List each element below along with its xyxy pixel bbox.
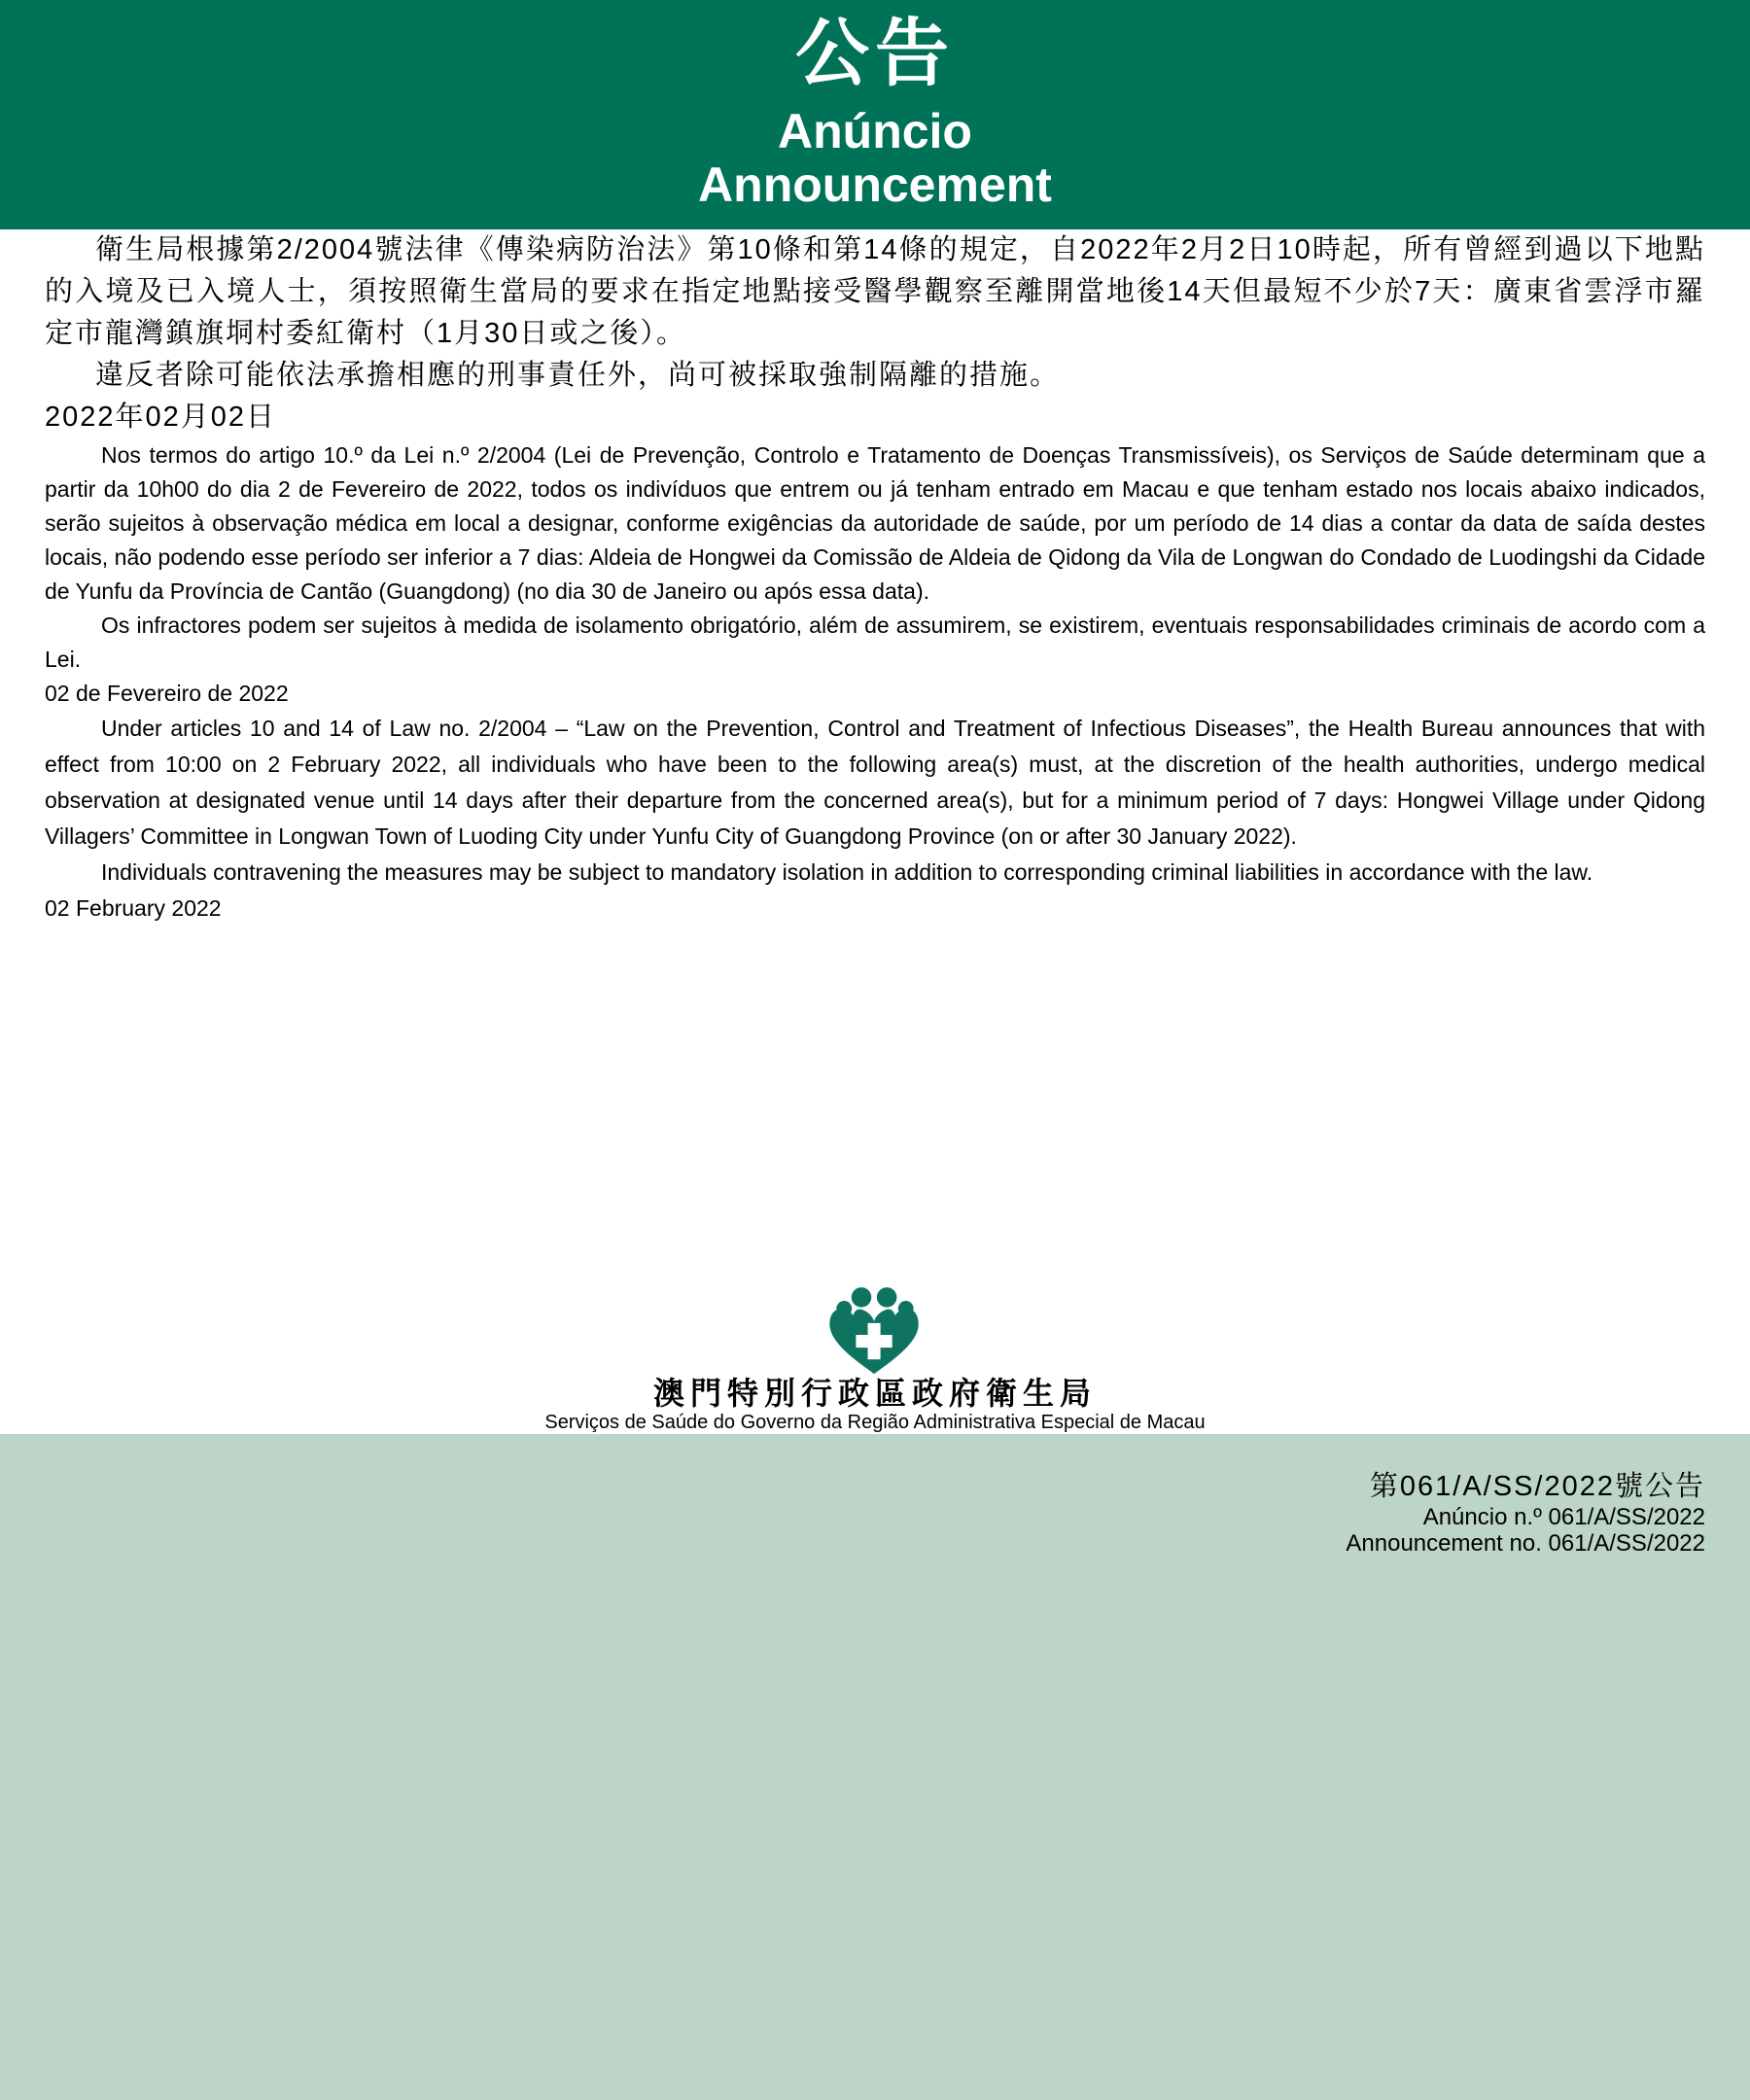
header-banner [0, 0, 1750, 229]
health-bureau-heart-cross-logo-icon [821, 1281, 929, 1376]
issuer-name-chinese: 澳門特別行政區政府衛生局 [652, 1376, 1097, 1411]
announcement-number-english: Announcement no. 061/A/SS/2022 [1346, 1530, 1705, 1557]
paragraph-chinese-main: 衛生局根據第2/2004號法律《傳染病防治法》第10條和第14條的規定，自2022年2月2日10時起，所有曾經到過以下地點的入境及已入境人士，須按照衛生當局的要求在指定地點接受醫學觀察至離開當地後14天但最短不少於7天：廣東省雲浮市羅定市龍灣鎮旗垌村委紅衛村（1月30日或之後）。 [45, 234, 1705, 349]
paragraph-portuguese-penalty: Os infractores podem ser sujeitos à medida de isolamento obrigatório, além de assumirem, se existirem, eventuais responsabilidades criminais de acordo com a Lei. [45, 612, 1705, 672]
paragraph-chinese-penalty: 違反者除可能依法承擔相應的刑事責任外，尚可被採取強制隔離的措施。 [95, 360, 1061, 391]
issuer-block [0, 1281, 1750, 1434]
announcement-number-portuguese: Anúncio n.º 061/A/SS/2022 [1422, 1504, 1705, 1530]
announcement-number-chinese: 第061/A/SS/2022號公告 [1369, 1471, 1705, 1502]
page-title-chinese: 公告 [795, 13, 955, 95]
issuer-name-portuguese: Serviços de Saúde do Governo da Região Administrativa Especial de Macau [544, 1412, 1206, 1433]
reference-number-band [0, 1434, 1750, 2100]
paragraph-english-penalty: Individuals contravening the measures may be subject to mandatory isolation in addition to corresponding criminal liabilities in accordance with the law. [101, 859, 1593, 885]
announcement-body [0, 229, 1750, 927]
page-title-english: Announcement [698, 158, 1052, 212]
date-portuguese: 02 de Fevereiro de 2022 [45, 681, 289, 706]
page-title-portuguese: Anúncio [778, 104, 972, 158]
paragraph-portuguese-main: Nos termos do artigo 10.º da Lei n.º 2/2004 (Lei de Prevenção, Controlo e Tratamento de Doenças Transmissíveis), os Serviços de Saúde determinam que a partir da 10h00 do dia 2 de Fevereiro de 2022, todos os indivíduos que entrem ou já tenham entrado em Macau e que tenham estado nos locais abaixo indicados, serão sujeitos à observação médica em local a designar, conforme exigências da autoridade de saúde, por um período de 14 dias a contar da data de saída destes locais, não podendo esse período ser inferior a 7 dias: Aldeia de Hongwei da Comissão de Aldeia de Qidong da Vila de Longwan do Condado de Luodingshi da Cidade de Yunfu da Província de Cantão (Guangdong) (no dia 30 de Janeiro ou após essa data). [45, 442, 1705, 604]
date-english: 02 February 2022 [45, 895, 222, 921]
paragraph-english-main: Under articles 10 and 14 of Law no. 2/2004 – “Law on the Prevention, Control and Treatment of Infectious Diseases”, the Health Bureau announces that with effect from 10:00 on 2 February 2022, all individuals who have been to the following area(s) must, at the discretion of the health authorities, undergo medical observation at designated venue until 14 days after their departure from the concerned area(s), but for a minimum period of 7 days: Hongwei Village under Qidong Villagers’ Committee in Longwan Town of Luoding City under Yunfu City of Guangdong Province (on or after 30 January 2022). [45, 716, 1705, 849]
date-chinese: 2022年02月02日 [45, 402, 277, 433]
